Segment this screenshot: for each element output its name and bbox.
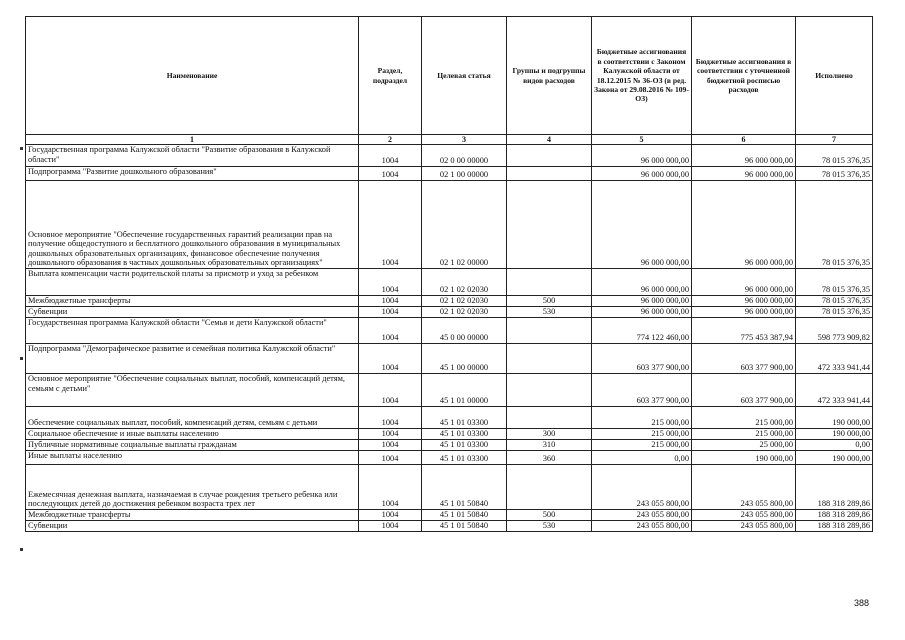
- row-article: 02 1 02 02030: [422, 307, 507, 318]
- row-refined-amount: 25 000,00: [692, 440, 796, 451]
- row-article: 45 1 00 00000: [422, 344, 507, 374]
- column-number: 5: [592, 135, 692, 145]
- header-section: Раздел, подраздел: [359, 17, 422, 135]
- row-law-amount: 243 055 800,00: [592, 465, 692, 510]
- row-section: 1004: [359, 451, 422, 465]
- row-group: [507, 167, 592, 181]
- table-row: [26, 145, 873, 167]
- row-law-amount: 96 000 000,00: [592, 167, 692, 181]
- row-name: Выплата компенсации части родительской платы за присмотр и уход за ребенком: [26, 269, 359, 296]
- table-row: [26, 307, 873, 318]
- row-refined-amount: 243 055 800,00: [692, 510, 796, 521]
- row-law-amount: 603 377 900,00: [592, 374, 692, 407]
- row-section: 1004: [359, 440, 422, 451]
- header-executed: Исполнено: [796, 17, 873, 135]
- row-law-amount: 96 000 000,00: [592, 296, 692, 307]
- table-row: [26, 167, 873, 181]
- column-number: 3: [422, 135, 507, 145]
- row-name: Ежемесячная денежная выплата, назначаемая в случае рождения третьего ребенка или последующих детей до достижения ребенком возраста трех лет: [26, 465, 359, 510]
- binding-mark: [20, 357, 23, 360]
- row-refined-amount: 215 000,00: [692, 429, 796, 440]
- row-name: Государственная программа Калужской области "Семья и дети Калужской области": [26, 318, 359, 344]
- row-section: 1004: [359, 429, 422, 440]
- row-article: 45 1 01 50840: [422, 510, 507, 521]
- row-refined-amount: 603 377 900,00: [692, 374, 796, 407]
- table-row: [26, 510, 873, 521]
- row-executed-amount: 78 015 376,35: [796, 269, 873, 296]
- row-refined-amount: 243 055 800,00: [692, 465, 796, 510]
- row-section: 1004: [359, 510, 422, 521]
- row-section: 1004: [359, 407, 422, 429]
- table-row: [26, 296, 873, 307]
- row-name: Межбюджетные трансферты: [26, 510, 359, 521]
- row-group: 500: [507, 296, 592, 307]
- row-refined-amount: 243 055 800,00: [692, 521, 796, 532]
- header-groups: Группы и подгруппы видов расходов: [507, 17, 592, 135]
- row-law-amount: 243 055 800,00: [592, 510, 692, 521]
- row-name: Субвенции: [26, 307, 359, 318]
- row-section: 1004: [359, 167, 422, 181]
- table-header-row: [26, 17, 873, 135]
- row-executed-amount: 190 000,00: [796, 429, 873, 440]
- table-row: [26, 451, 873, 465]
- row-group: 530: [507, 307, 592, 318]
- row-article: 45 1 01 03300: [422, 407, 507, 429]
- budget-table: [25, 16, 873, 532]
- row-group: [507, 145, 592, 167]
- row-executed-amount: 472 333 941,44: [796, 374, 873, 407]
- row-group: 360: [507, 451, 592, 465]
- row-article: 45 1 01 50840: [422, 465, 507, 510]
- row-article: 45 0 00 00000: [422, 318, 507, 344]
- column-number-row: [26, 135, 873, 145]
- row-refined-amount: 96 000 000,00: [692, 269, 796, 296]
- row-law-amount: 215 000,00: [592, 407, 692, 429]
- row-executed-amount: 78 015 376,35: [796, 167, 873, 181]
- row-law-amount: 215 000,00: [592, 429, 692, 440]
- row-law-amount: 96 000 000,00: [592, 181, 692, 269]
- row-name: Государственная программа Калужской области "Развитие образования в Калужской области": [26, 145, 359, 167]
- row-law-amount: 96 000 000,00: [592, 145, 692, 167]
- row-name: Основное мероприятие "Обеспечение социальных выплат, пособий, компенсаций детям, семьям с детьми": [26, 374, 359, 407]
- column-number: 7: [796, 135, 873, 145]
- row-section: 1004: [359, 181, 422, 269]
- row-section: 1004: [359, 145, 422, 167]
- binding-mark: [20, 147, 23, 150]
- row-refined-amount: 775 453 387,94: [692, 318, 796, 344]
- row-article: 02 1 00 00000: [422, 167, 507, 181]
- row-executed-amount: 78 015 376,35: [796, 307, 873, 318]
- row-section: 1004: [359, 465, 422, 510]
- table-row: [26, 521, 873, 532]
- row-section: 1004: [359, 269, 422, 296]
- row-group: [507, 465, 592, 510]
- row-group: [507, 269, 592, 296]
- row-executed-amount: 0,00: [796, 440, 873, 451]
- row-group: [507, 344, 592, 374]
- row-refined-amount: 96 000 000,00: [692, 181, 796, 269]
- row-executed-amount: 188 318 289,86: [796, 465, 873, 510]
- row-executed-amount: 598 773 909,82: [796, 318, 873, 344]
- row-article: 02 1 02 02030: [422, 296, 507, 307]
- row-refined-amount: 96 000 000,00: [692, 296, 796, 307]
- row-executed-amount: 188 318 289,86: [796, 510, 873, 521]
- row-group: [507, 318, 592, 344]
- row-law-amount: 603 377 900,00: [592, 344, 692, 374]
- row-article: 45 1 01 03300: [422, 440, 507, 451]
- table-row: [26, 429, 873, 440]
- row-refined-amount: 190 000,00: [692, 451, 796, 465]
- row-name: Подпрограмма "Развитие дошкольного образования": [26, 167, 359, 181]
- row-refined-amount: 96 000 000,00: [692, 167, 796, 181]
- row-law-amount: 0,00: [592, 451, 692, 465]
- table-row: [26, 374, 873, 407]
- column-number: 6: [692, 135, 796, 145]
- row-name: Иные выплаты населению: [26, 451, 359, 465]
- row-executed-amount: 190 000,00: [796, 451, 873, 465]
- row-law-amount: 96 000 000,00: [592, 307, 692, 318]
- page-number: 388: [854, 598, 870, 608]
- row-refined-amount: 96 000 000,00: [692, 145, 796, 167]
- header-article: Целевая статья: [422, 17, 507, 135]
- row-group: 530: [507, 521, 592, 532]
- row-executed-amount: 78 015 376,35: [796, 296, 873, 307]
- row-section: 1004: [359, 307, 422, 318]
- table-row: [26, 181, 873, 269]
- table-row: [26, 440, 873, 451]
- table-row: [26, 407, 873, 429]
- column-number: 4: [507, 135, 592, 145]
- row-article: 45 1 01 50840: [422, 521, 507, 532]
- table-row: [26, 269, 873, 296]
- row-name: Обеспечение социальных выплат, пособий, компенсаций детям, семьям с детьми: [26, 407, 359, 429]
- binding-mark: [20, 548, 23, 551]
- row-name: Межбюджетные трансферты: [26, 296, 359, 307]
- row-refined-amount: 215 000,00: [692, 407, 796, 429]
- header-law-allocations: Бюджетные ассигнования в соответствии с Законом Калужской области от 18.12.2015 № 36-ОЗ (в ред. Закона от 29.08.2016 № 109-ОЗ): [592, 17, 692, 135]
- row-section: 1004: [359, 374, 422, 407]
- row-section: 1004: [359, 521, 422, 532]
- row-name: Социальное обеспечение и иные выплаты населению: [26, 429, 359, 440]
- row-law-amount: 96 000 000,00: [592, 269, 692, 296]
- row-executed-amount: 188 318 289,86: [796, 521, 873, 532]
- row-group: 300: [507, 429, 592, 440]
- header-name: Наименование: [26, 17, 359, 135]
- row-article: 02 1 02 02030: [422, 269, 507, 296]
- row-executed-amount: 78 015 376,35: [796, 145, 873, 167]
- row-law-amount: 215 000,00: [592, 440, 692, 451]
- row-group: 310: [507, 440, 592, 451]
- row-executed-amount: 472 333 941,44: [796, 344, 873, 374]
- table-row: [26, 465, 873, 510]
- row-law-amount: 774 122 460,00: [592, 318, 692, 344]
- row-group: [507, 181, 592, 269]
- table-row: [26, 318, 873, 344]
- budget-table-container: [25, 16, 872, 532]
- row-name: Субвенции: [26, 521, 359, 532]
- row-refined-amount: 603 377 900,00: [692, 344, 796, 374]
- row-article: 02 1 02 00000: [422, 181, 507, 269]
- row-article: 45 1 01 00000: [422, 374, 507, 407]
- row-name: Подпрограмма "Демографическое развитие и семейная политика Калужской области": [26, 344, 359, 374]
- row-group: [507, 407, 592, 429]
- row-article: 45 1 01 03300: [422, 429, 507, 440]
- table-row: [26, 344, 873, 374]
- row-name: Основное мероприятие "Обеспечение государственных гарантий реализации прав на получение общедоступного и бесплатного дошкольного образования в муниципальных дошкольных образовательных организациях, финансовое обеспечение получения дошкольного образования в частных дошкольных образовательных организациях": [26, 181, 359, 269]
- header-refined-allocations: Бюджетные ассигнования в соответствии с уточненной бюджетной росписью расходов: [692, 17, 796, 135]
- row-section: 1004: [359, 318, 422, 344]
- row-section: 1004: [359, 296, 422, 307]
- row-section: 1004: [359, 344, 422, 374]
- row-article: 02 0 00 00000: [422, 145, 507, 167]
- row-group: [507, 374, 592, 407]
- row-executed-amount: 78 015 376,35: [796, 181, 873, 269]
- row-group: 500: [507, 510, 592, 521]
- row-law-amount: 243 055 800,00: [592, 521, 692, 532]
- row-name: Публичные нормативные социальные выплаты гражданам: [26, 440, 359, 451]
- column-number: 1: [26, 135, 359, 145]
- row-article: 45 1 01 03300: [422, 451, 507, 465]
- row-refined-amount: 96 000 000,00: [692, 307, 796, 318]
- row-executed-amount: 190 000,00: [796, 407, 873, 429]
- column-number: 2: [359, 135, 422, 145]
